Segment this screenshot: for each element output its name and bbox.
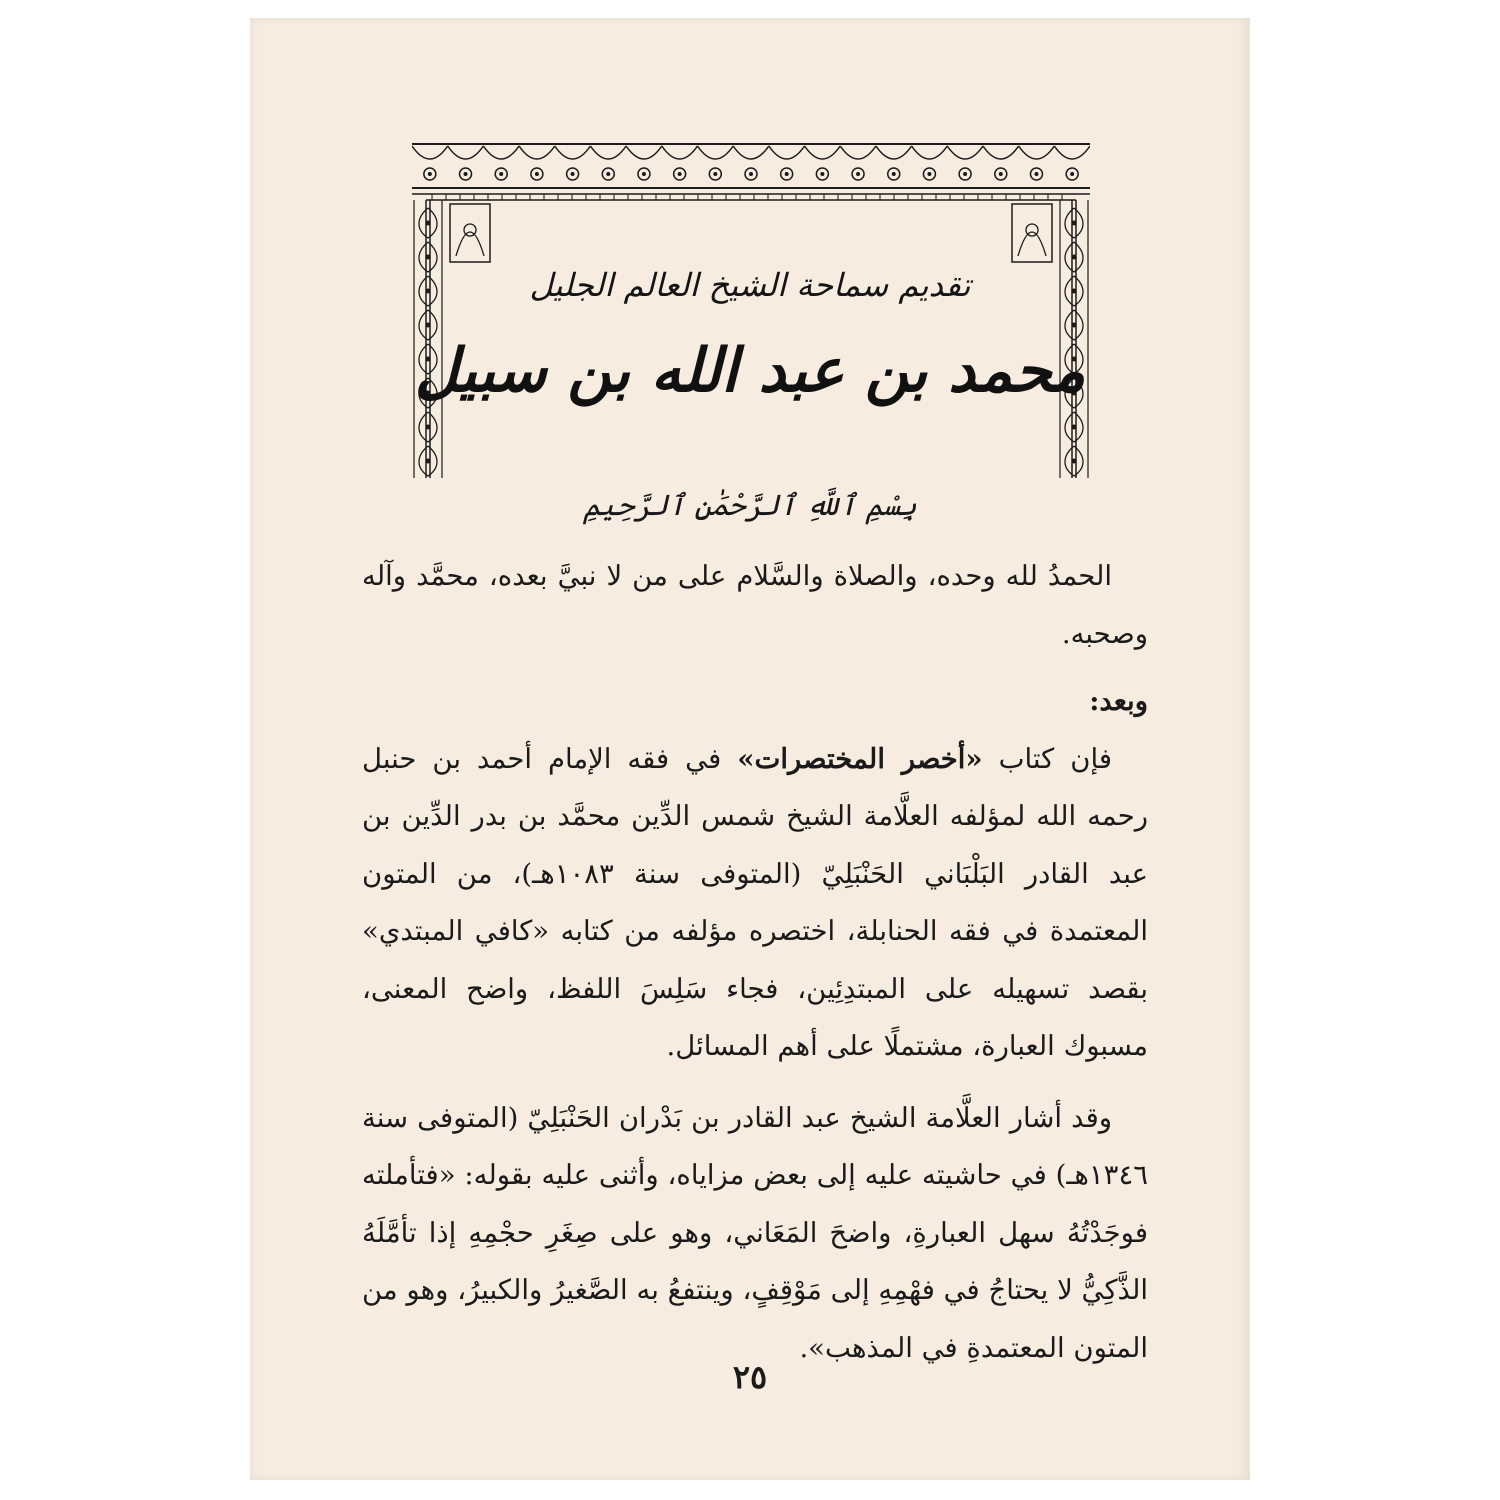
header-subtitle: تقديم سماحة الشيخ العالم الجليل <box>529 266 971 304</box>
ornament-dot <box>927 172 931 176</box>
ornament-dot <box>499 172 503 176</box>
ornament-dot <box>1072 425 1077 430</box>
body-text <box>362 548 1148 1377</box>
ornament-arch <box>983 146 1019 159</box>
ornament-dot <box>642 172 646 176</box>
paragraph-book-intro-rest: في فقه الإمام أحمد بن حنبل رحمه الله لمؤلفه العلَّامة الشيخ شمس الدِّين محمَّد بن بدر الدِّين بن عبد القادر البَلْبَاني الحَنْبَلِيّ (المتوفى سنة ١٠٨٣هـ)، من المتون المعتمدة في فقه الحنابلة، اختصره مؤلفه من كتابه «كافي المبتدي» بقصد تسهيله على المبتدِئِين، فجاء سَلِسَ اللفظ، واضح المعنى، مسبوك العبارة، مشتملًا على أهم المسائل. <box>362 742 1149 1062</box>
ornament-arch <box>1019 146 1055 159</box>
ornament-dot <box>749 172 753 176</box>
ornament-dot <box>713 172 717 176</box>
page-number: ٢٥ <box>732 1358 768 1396</box>
ornament-dot <box>1034 172 1038 176</box>
ornament-dot <box>426 459 431 464</box>
ornament-dot <box>1070 172 1074 176</box>
section-heading: وبعد: <box>1089 685 1148 717</box>
ornament-dot <box>464 172 468 176</box>
ornament-arch <box>1054 146 1090 159</box>
ornament-dot <box>820 172 824 176</box>
ornament-dot <box>678 172 682 176</box>
ornament-dot <box>426 221 431 226</box>
ornament-dot <box>856 172 860 176</box>
ornament-arch <box>626 146 662 159</box>
ornament-dot <box>785 172 789 176</box>
ornament-border-svg <box>412 138 1090 478</box>
ornament-dot <box>892 172 896 176</box>
header-author-name: محمد بن عبد الله بن سبيل <box>414 336 1086 406</box>
ornament-arch <box>840 146 876 159</box>
ornament-dot <box>999 172 1003 176</box>
ornament-dot <box>426 323 431 328</box>
ornament-arch <box>733 146 769 159</box>
ornament-dot <box>571 172 575 176</box>
ornament-arch <box>519 146 555 159</box>
paragraph-opening: الحمدُ لله وحده، والصلاة والسَّلام على من لا نبيَّ بعده، محمَّد وآله وصحبه. <box>362 560 1148 650</box>
book-title: «أخصر المختصرات» <box>737 742 983 775</box>
ornament-corner-ring <box>464 224 476 236</box>
ornamental-header-frame <box>412 138 1090 478</box>
basmala: بِسْمِ ٱللَّهِ ٱلرَّحْمَٰنِ ٱلرَّحِيمِ <box>583 488 917 522</box>
ornament-arch <box>412 146 448 159</box>
paragraph-book-intro-lead: فإن كتاب <box>982 742 1112 775</box>
paragraph-book-intro <box>362 731 1148 1076</box>
ornament-corner-panel <box>1012 204 1052 262</box>
ornament-arch <box>805 146 841 159</box>
ornament-dot <box>426 425 431 430</box>
ornament-arch <box>590 146 626 159</box>
ornament-arch <box>483 146 519 159</box>
ornament-dot <box>1072 255 1077 260</box>
paragraph-ibn-badran: وقد أشار العلَّامة الشيخ عبد القادر بن بَدْران الحَنْبَلِيّ (المتوفى سنة ١٣٤٦هـ) في حاشيته عليه إلى بعض مزاياه، وأثنى عليه بقوله: «فتأملته فوجَدْتُهُ سهل العبارةِ، واضحَ المَعَاني، وهو على صِغَرِ حجْمِهِ إذا تأمَّلَهُ الذَّكِيُّ لا يحتاجُ في فهْمِهِ إلى مَوْقِفٍ، وينتفعُ به الصَّغيرُ والكبيرُ، وهو من المتون المعتمدةِ في المذهب». <box>362 1101 1148 1364</box>
ornament-arch <box>555 146 591 159</box>
ornament-dot <box>535 172 539 176</box>
ornament-dot <box>1072 459 1077 464</box>
ornament-corner-ring <box>1026 224 1038 236</box>
ornament-arch <box>947 146 983 159</box>
ornament-dot <box>428 172 432 176</box>
ornament-arch <box>448 146 484 159</box>
book-page <box>250 18 1250 1480</box>
ornament-dot <box>1072 323 1077 328</box>
ornament-arch <box>697 146 733 159</box>
ornament-arch <box>912 146 948 159</box>
ornament-dot <box>963 172 967 176</box>
ornament-arch <box>769 146 805 159</box>
ornament-corner-panel <box>450 204 490 262</box>
ornament-arch <box>876 146 912 159</box>
ornament-dot <box>426 255 431 260</box>
ornament-arch <box>662 146 698 159</box>
ornament-dot <box>1072 221 1077 226</box>
ornament-dot <box>606 172 610 176</box>
